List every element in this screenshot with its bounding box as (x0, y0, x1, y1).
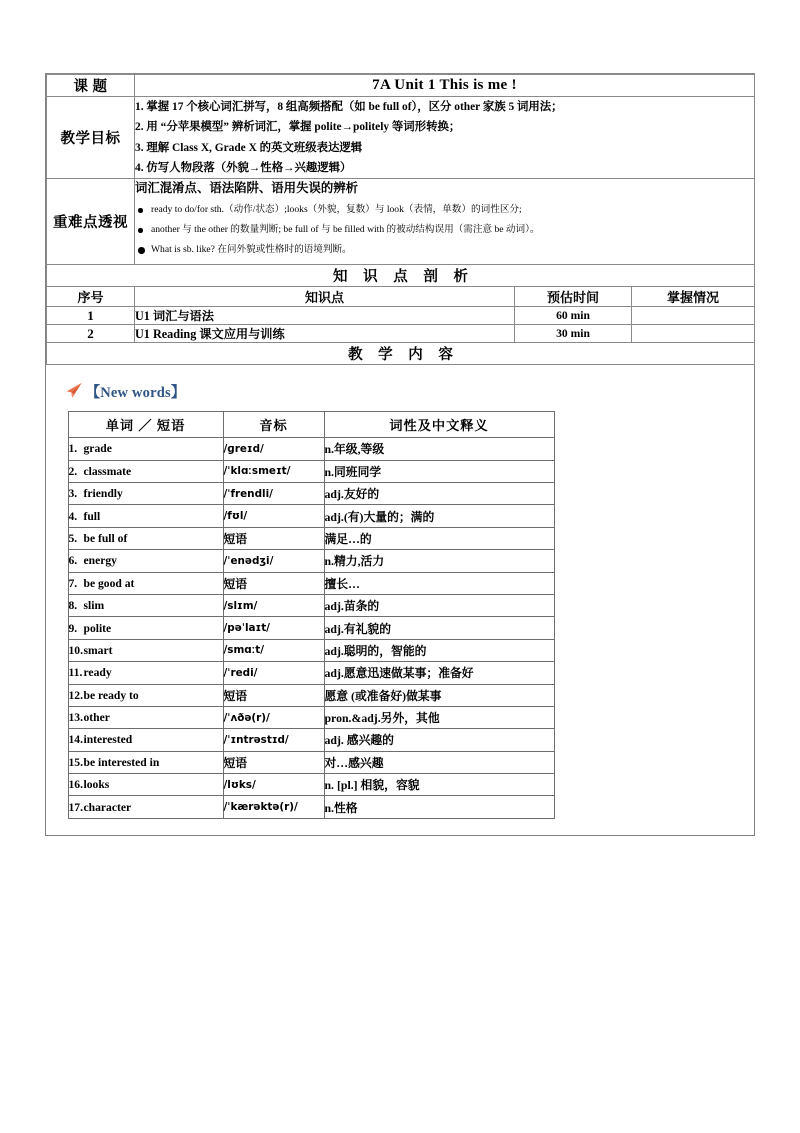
vocab-term: be full of (83, 531, 128, 545)
knowledge-status (632, 325, 755, 343)
vocab-header-word: 单词 ／ 短语 (68, 412, 223, 438)
vocab-meaning: adj.友好的 (324, 483, 554, 505)
vocab-word (68, 751, 223, 773)
goals-row (47, 97, 755, 179)
new-words-label: 【New words】 (85, 385, 186, 402)
vocab-meaning: adj.有礼貌的 (324, 617, 554, 639)
vocab-term: be interested in (83, 755, 160, 769)
vocab-ipa: /ˈfrendli/ (223, 483, 324, 505)
table-row (68, 639, 554, 661)
vocab-word (68, 729, 223, 751)
vocab-ipa: 短语 (223, 684, 324, 706)
vocab-ipa: /slɪm/ (223, 594, 324, 616)
knowledge-header-index: 序号 (47, 287, 135, 307)
knowledge-header-time: 预估时间 (515, 287, 632, 307)
vocab-number: 14. (68, 733, 83, 747)
knowledge-header-name: 知识点 (135, 287, 515, 307)
knowledge-status (632, 307, 755, 325)
vocab-ipa: /lʊks/ (223, 774, 324, 796)
focus-bullet: ready to do/for sth.（动作/状态）;looks（外貌，复数）与 look（表情，单数）的词性区分; (137, 204, 754, 217)
vocab-term: be ready to (83, 688, 139, 702)
vocab-term: character (83, 800, 132, 814)
vocab-ipa: /ɡreɪd/ (223, 438, 324, 460)
vocab-ipa: /ˈkærəktə(r)/ (223, 796, 324, 818)
focus-label: 重难点透视 (47, 179, 135, 265)
lesson-plan-document (45, 73, 755, 836)
vocab-number: 3. (68, 487, 78, 501)
knowledge-index: 2 (47, 325, 135, 343)
vocab-term: energy (83, 554, 117, 568)
vocab-term: ready (83, 666, 112, 680)
focus-row (47, 179, 755, 265)
vocab-word (68, 639, 223, 661)
table-row (68, 460, 554, 482)
table-row (68, 550, 554, 572)
vocab-term: slim (83, 599, 105, 613)
vocab-number: 9. (68, 621, 78, 635)
vocab-ipa: /ˈredi/ (223, 662, 324, 684)
vocab-word (68, 594, 223, 616)
topic-label: 课 题 (47, 75, 135, 97)
table-row (68, 662, 554, 684)
vocab-meaning: adj.苗条的 (324, 594, 554, 616)
focus-bullet: What is sb. like? 在问外貌或性格时的语境判断。 (137, 244, 754, 257)
table-row (68, 774, 554, 796)
knowledge-time: 30 min (515, 325, 632, 343)
vocab-header-row (68, 412, 554, 438)
lesson-plan-table (46, 74, 755, 835)
new-words-heading (64, 381, 755, 402)
focus-bullet: another 与 the other 的数量判断; be full of 与 be filled with 的被动结构误用（需注意 be 动词）。 (137, 224, 754, 237)
vocab-number: 15. (68, 755, 83, 769)
knowledge-index: 1 (47, 307, 135, 325)
vocab-number: 5. (68, 531, 78, 545)
vocab-term: polite (83, 621, 112, 635)
table-row (68, 684, 554, 706)
focus-content (135, 179, 755, 265)
vocab-number: 7. (68, 576, 78, 590)
table-row (68, 438, 554, 460)
topic-value: 7A Unit 1 This is me ! (135, 75, 755, 97)
vocab-meaning: n.性格 (324, 796, 554, 818)
vocab-meaning: n. [pl.] 相貌，容貌 (324, 774, 554, 796)
vocab-meaning: adj.(有)大量的；满的 (324, 505, 554, 527)
table-row (68, 796, 554, 818)
vocab-number: 10. (68, 643, 83, 657)
vocabulary-rows (68, 438, 554, 819)
goals-list (135, 97, 755, 179)
vocab-ipa: /ˈklɑːsmeɪt/ (223, 460, 324, 482)
vocab-term: full (83, 509, 101, 523)
vocab-ipa: /ˈenədʒi/ (223, 550, 324, 572)
vocab-term: be good at (83, 576, 135, 590)
vocab-word (68, 774, 223, 796)
vocab-ipa: 短语 (223, 751, 324, 773)
table-row (47, 307, 755, 325)
vocab-word (68, 483, 223, 505)
vocab-ipa: /ˈɪntrəstɪd/ (223, 729, 324, 751)
content-body-row (47, 365, 755, 836)
topic-row (47, 75, 755, 97)
goals-label: 教学目标 (47, 97, 135, 179)
vocab-ipa: /smɑːt/ (223, 639, 324, 661)
goal-item: 3. 理解 Class X, Grade X 的英文班级表达逻辑 (135, 141, 363, 154)
vocab-meaning: 满足…的 (324, 527, 554, 549)
knowledge-name: U1 Reading 课文应用与训练 (135, 325, 515, 343)
content-section-title: 教 学 内 容 (47, 343, 755, 365)
vocab-meaning: n.年级,等级 (324, 438, 554, 460)
table-row (68, 751, 554, 773)
vocab-header-ipa: 音标 (223, 412, 324, 438)
content-body-cell (47, 365, 755, 836)
vocab-number: 17. (68, 800, 83, 814)
vocab-word (68, 684, 223, 706)
vocab-term: other (83, 711, 110, 725)
table-row (68, 505, 554, 527)
goal-item: 1. 掌握 17 个核心词汇拼写，8 组高频搭配（如 be full of），区分 other 家族 5 词用法； (135, 101, 563, 113)
vocab-term: smart (83, 643, 113, 657)
vocab-number: 2. (68, 464, 78, 478)
vocab-word (68, 796, 223, 818)
knowledge-header-row (47, 287, 755, 307)
vocabulary-table (68, 411, 555, 819)
teaching-content (47, 365, 755, 835)
vocab-number: 8. (68, 599, 78, 613)
vocab-meaning: 对…感兴趣 (324, 751, 554, 773)
knowledge-time: 60 min (515, 307, 632, 325)
vocab-number: 12. (68, 688, 83, 702)
table-row (68, 527, 554, 549)
vocab-meaning: adj.愿意迅速做某事；准备好 (324, 662, 554, 684)
vocab-number: 4. (68, 509, 78, 523)
knowledge-section-row (47, 265, 755, 287)
vocab-meaning: 愿意 (或准备好)做某事 (324, 684, 554, 706)
vocab-word (68, 572, 223, 594)
table-row (68, 729, 554, 751)
vocab-ipa: /ˈʌðə(r)/ (223, 706, 324, 728)
table-row (68, 572, 554, 594)
vocab-word (68, 706, 223, 728)
table-row (68, 483, 554, 505)
table-row (68, 617, 554, 639)
table-row (47, 325, 755, 343)
vocab-ipa: /pəˈlaɪt/ (223, 617, 324, 639)
vocab-term: friendly (83, 487, 123, 501)
table-row (68, 706, 554, 728)
vocab-meaning: 擅长… (324, 572, 554, 594)
vocab-number: 1. (68, 442, 78, 456)
vocab-meaning: n.精力,活力 (324, 550, 554, 572)
knowledge-section-title: 知 识 点 剖 析 (47, 265, 755, 287)
content-section-row (47, 343, 755, 365)
goal-item: 2. 用 “分苹果模型” 辨析词汇，掌握 polite→politely 等词形转换； (135, 121, 461, 134)
goal-item: 4. 仿写人物段落（外貌→性格→兴趣逻辑） (135, 161, 352, 174)
vocab-meaning: pron.&adj.另外，其他 (324, 706, 554, 728)
knowledge-header-status: 掌握情况 (632, 287, 755, 307)
focus-bullet-list (135, 204, 754, 257)
focus-heading: 词汇混淆点、语法陷阱、语用失误的辨析 (135, 181, 359, 196)
vocab-number: 16. (68, 778, 83, 792)
vocab-word (68, 460, 223, 482)
vocab-term: grade (83, 442, 112, 456)
vocab-number: 11. (68, 666, 83, 680)
knowledge-name: U1 词汇与语法 (135, 307, 515, 325)
vocab-ipa: /fʊl/ (223, 505, 324, 527)
vocab-word (68, 505, 223, 527)
vocab-meaning: adj.聪明的，智能的 (324, 639, 554, 661)
vocab-word (68, 617, 223, 639)
vocab-ipa: 短语 (223, 527, 324, 549)
vocab-word (68, 550, 223, 572)
vocab-word (68, 527, 223, 549)
vocab-word (68, 662, 223, 684)
paper-plane-icon (64, 382, 84, 399)
vocab-term: classmate (83, 464, 132, 478)
vocab-number: 13. (68, 711, 83, 725)
vocab-term: interested (83, 733, 133, 747)
table-row (68, 594, 554, 616)
vocab-meaning: adj. 感兴趣的 (324, 729, 554, 751)
vocab-ipa: 短语 (223, 572, 324, 594)
vocab-term: looks (83, 778, 110, 792)
vocab-header-meaning: 词性及中文释义 (324, 412, 554, 438)
vocab-word (68, 438, 223, 460)
vocab-number: 6. (68, 554, 78, 568)
vocab-meaning: n.同班同学 (324, 460, 554, 482)
